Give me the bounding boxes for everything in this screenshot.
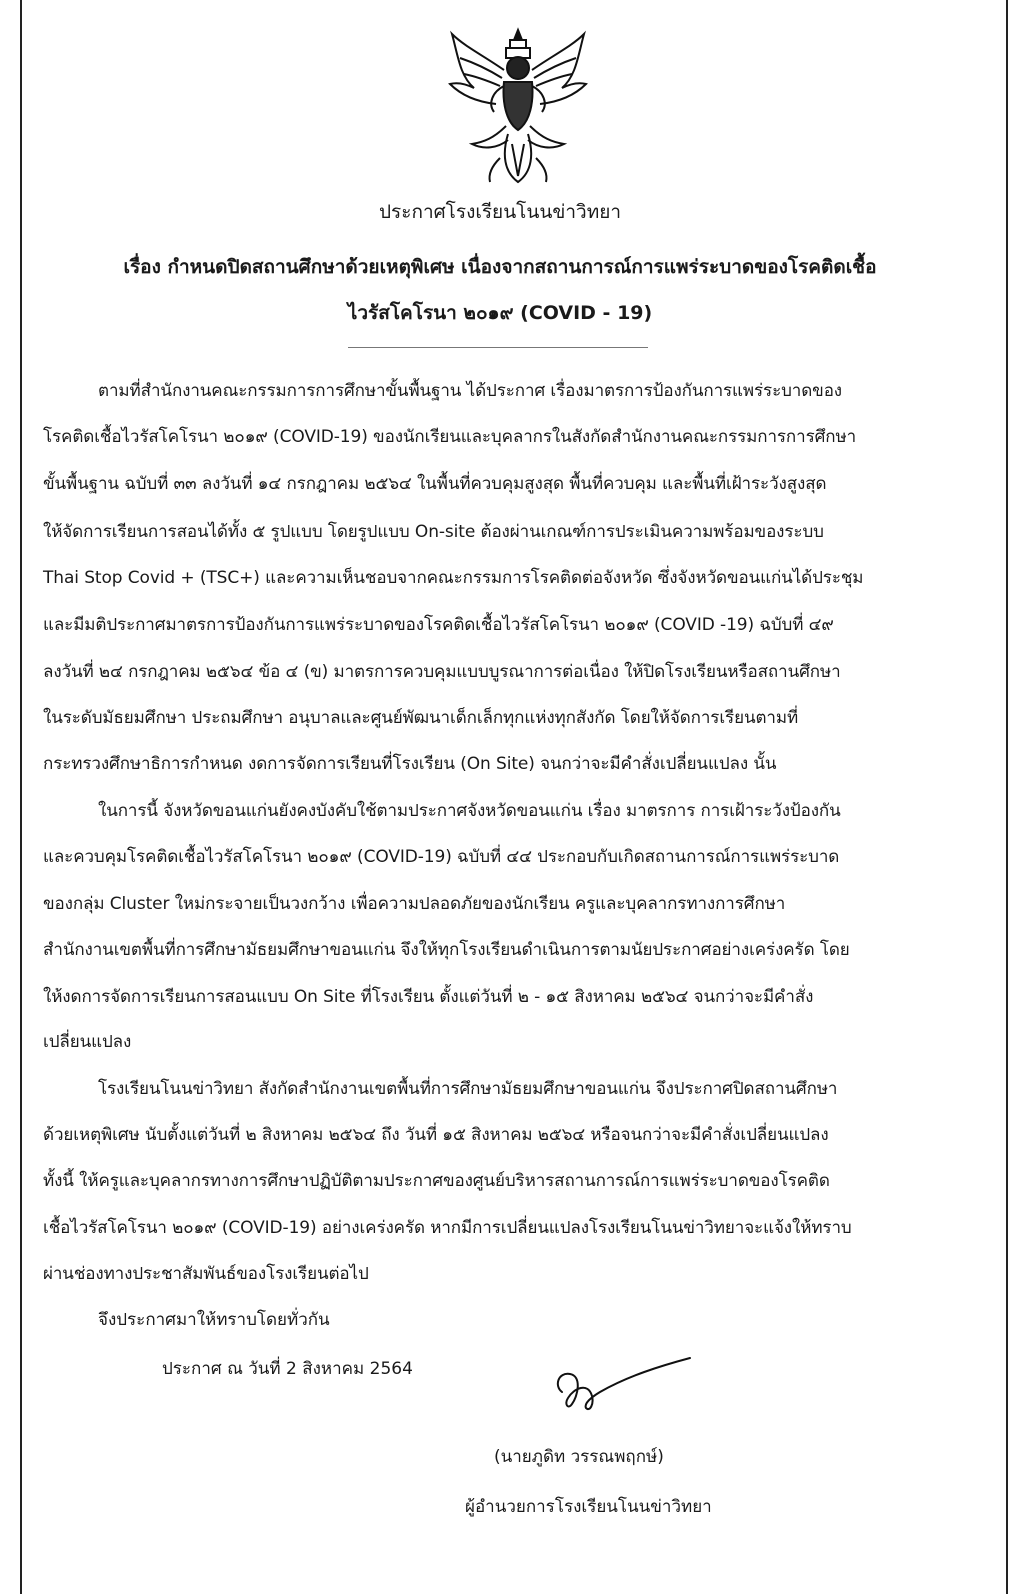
body-line: สำนักงานเขตพื้นที่การศึกษามัธยมศึกษาขอนแก่น จึงให้ทุกโรงเรียนดำเนินการตามนัยประกาศอย่างเคร่งครัด โดย <box>43 940 850 960</box>
page-border-right <box>1006 0 1008 1594</box>
body-line: กระทรวงศึกษาธิการกำหนด งดการจัดการเรียนที่โรงเรียน (On Site) จนกว่าจะมีคำสั่งเปลี่ยนแปลง นั้น <box>43 754 777 774</box>
garuda-emblem-icon <box>444 26 592 186</box>
page-border-left <box>20 0 22 1594</box>
subject-line: เรื่อง กำหนดปิดสถานศึกษาด้วยเหตุพิเศษ เนื่องจากสถานการณ์การแพร่ระบาดของโรคติดเชื้อ <box>123 256 877 278</box>
signer-name: (นายภูดิท วรรณพฤกษ์) <box>494 1447 664 1467</box>
body-line: Thai Stop Covid + (TSC+) และความเห็นชอบจากคณะกรรมการโรคติดต่อจังหวัด ซึ่งจังหวัดขอนแก่นได้ประชุม <box>43 568 864 588</box>
signature-icon <box>548 1352 698 1432</box>
signer-position: ผู้อำนวยการโรงเรียนโนนข่าวิทยา <box>465 1497 712 1517</box>
divider <box>348 347 648 348</box>
body-line: ลงวันที่ ๒๔ กรกฎาคม ๒๕๖๔ ข้อ ๔ (ข) มาตรการควบคุมแบบบูรณาการต่อเนื่อง ให้ปิดโรงเรียนหรือสถานศึกษา <box>43 662 841 682</box>
closing-statement: จึงประกาศมาให้ทราบโดยทั่วกัน <box>98 1310 330 1330</box>
body-line: ด้วยเหตุพิเศษ นับตั้งแต่วันที่ ๒ สิงหาคม ๒๕๖๔ ถึง วันที่ ๑๕ สิงหาคม ๒๕๖๔ หรือจนกว่าจะมีคำสั่งเปลี่ยนแปลง <box>43 1125 829 1145</box>
body-line: เชื้อไวรัสโคโรนา ๒๐๑๙ (COVID-19) อย่างเคร่งครัด หากมีการเปลี่ยนแปลงโรงเรียนโนนข่าวิทยาจะแจ้งให้ทราบ <box>43 1218 852 1238</box>
body-line: โรคติดเชื้อไวรัสโคโรนา ๒๐๑๙ (COVID-19) ของนักเรียนและบุคลากรในสังกัดสำนักงานคณะกรรมการการศึกษา <box>43 427 857 447</box>
body-line: ในการนี้ จังหวัดขอนแก่นยังคงบังคับใช้ตามประกาศจังหวัดขอนแก่น เรื่อง มาตรการ การเฝ้าระวังป้องกัน <box>98 801 841 821</box>
body-line: และมีมติประกาศมาตรการป้องกันการแพร่ระบาดของโรคติดเชื้อไวรัสโคโรนา ๒๐๑๙ (COVID -19) ฉบับที่ ๔๙ <box>43 615 834 635</box>
body-line: และควบคุมโรคติดเชื้อไวรัสโคโรนา ๒๐๑๙ (COVID-19) ฉบับที่ ๔๔ ประกอบกับเกิดสถานการณ์การแพร่ระบาด <box>43 847 840 867</box>
body-line: ทั้งนี้ ให้ครูและบุคลากรทางการศึกษาปฏิบัติตามประกาศของศูนย์บริหารสถานการณ์การแพร่ระบาดของโรคติด <box>43 1171 830 1191</box>
body-line: ให้จัดการเรียนการสอนได้ทั้ง ๕ รูปแบบ โดยรูปแบบ On-site ต้องผ่านเกณฑ์การประเมินความพร้อมของระบบ <box>43 522 824 542</box>
body-line: ตามที่สำนักงานคณะกรรมการการศึกษาขั้นพื้นฐาน ได้ประกาศ เรื่องมาตรการป้องกันการแพร่ระบาดของ <box>98 381 843 401</box>
body-line: ให้งดการจัดการเรียนการสอนแบบ On Site ที่โรงเรียน ตั้งแต่วันที่ ๒ - ๑๕ สิงหาคม ๒๕๖๔ จนกว่าจะมีคำสั่ง <box>43 987 814 1007</box>
body-line: เปลี่ยนแปลง <box>43 1032 132 1052</box>
announcement-date: ประกาศ ณ วันที่ 2 สิงหาคม 2564 <box>162 1359 413 1379</box>
subject-line-continued: ไวรัสโคโรนา ๒๐๑๙ (COVID - 19) <box>347 302 653 324</box>
body-line: ในระดับมัธยมศึกษา ประถมศึกษา อนุบาลและศูนย์พัฒนาเด็กเล็กทุกแห่งทุกสังกัด โดยให้จัดการเรียนตามที่ <box>43 708 799 728</box>
announcement-heading: ประกาศโรงเรียนโนนข่าวิทยา <box>378 201 622 223</box>
body-line: ผ่านช่องทางประชาสัมพันธ์ของโรงเรียนต่อไป <box>43 1264 369 1284</box>
body-line: โรงเรียนโนนข่าวิทยา สังกัดสำนักงานเขตพื้นที่การศึกษามัธยมศึกษาขอนแก่น จึงประกาศปิดสถานศึกษา <box>98 1079 838 1099</box>
body-line: ขั้นพื้นฐาน ฉบับที่ ๓๓ ลงวันที่ ๑๔ กรกฎาคม ๒๕๖๔ ในพื้นที่ควบคุมสูงสุด พื้นที่ควบคุม และพื้นที่เฝ้าระวังสูงสุด <box>43 474 827 494</box>
body-line: ของกลุ่ม Cluster ใหม่กระจายเป็นวงกว้าง เพื่อความปลอดภัยของนักเรียน ครูและบุคลากรทางการศึกษา <box>43 894 786 914</box>
